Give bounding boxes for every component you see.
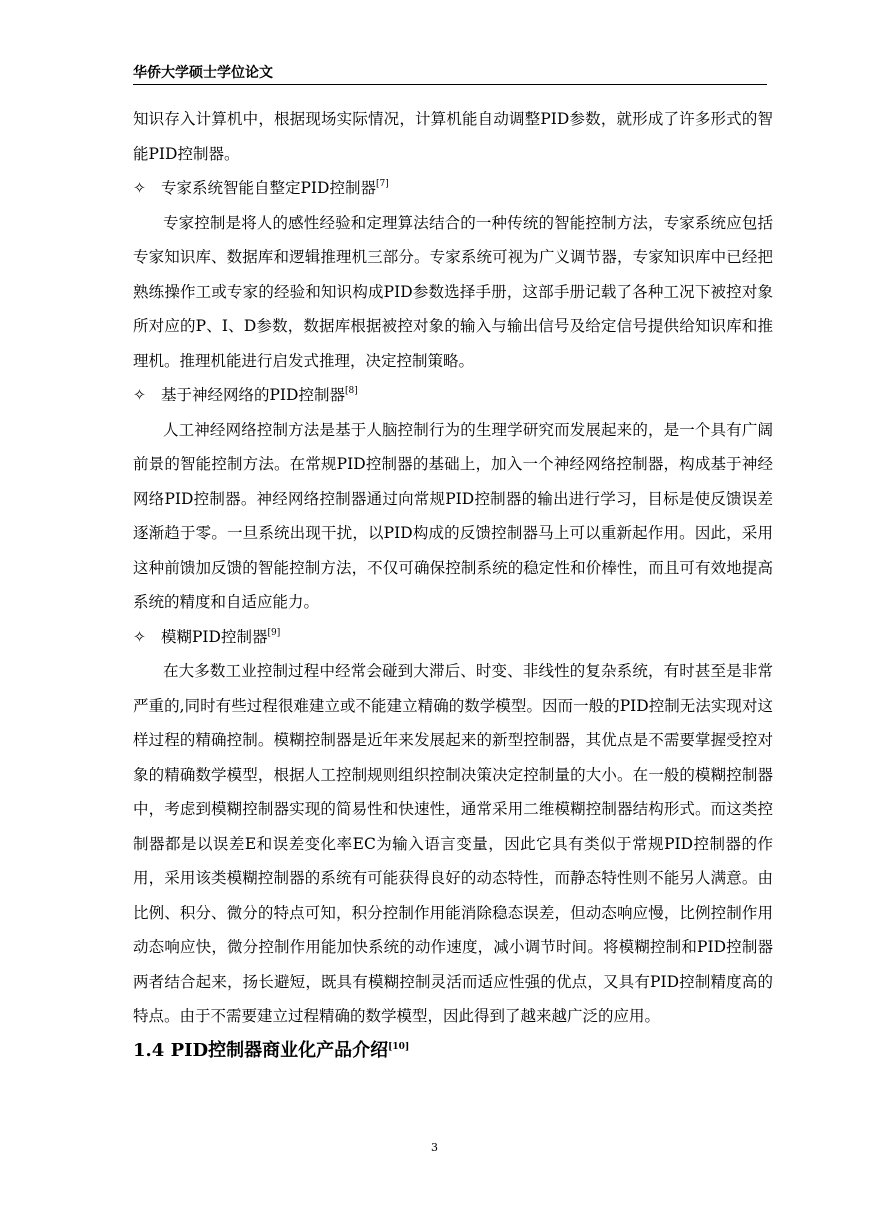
bullet-title: 专家系统智能自整定PID控制器 (161, 179, 376, 197)
diamond-bullet-icon: ✧ (133, 179, 146, 197)
bullet-title: 基于神经网络的PID控制器 (161, 386, 345, 404)
bullet-heading-expert (133, 171, 773, 206)
running-header: 华侨大学硕士学位论文 (133, 65, 273, 81)
bullet-heading-fuzzy (133, 620, 773, 655)
expert-system-paragraph: 专家控制是将人的感性经验和定理算法结合的一种传统的智能控制方法，专家系统应包括专家知识库、数据库和逻辑推理机三部分。专家系统可视为广义调节器，专家知识库中已经把熟练操作工或专家的经验和知识构成PID参数选择手册，这部手册记载了各种工况下被控对象所对应的P、I、D参数，数据库根据被控对象的输入与输出信号及给定信号提供给知识库和推理机。推理机能进行启发式推理，决定控制策略。 (133, 213, 773, 370)
page-body (133, 102, 773, 1068)
intro-paragraph: 知识存入计算机中，根据现场实际情况，计算机能自动调整PID参数，就形成了许多形式的智能PID控制器。 (133, 110, 773, 163)
bullet-title: 模糊PID控制器 (161, 627, 268, 646)
diamond-bullet-icon: ✧ (133, 627, 146, 646)
neural-network-paragraph: 人工神经网络控制方法是基于人脑控制行为的生理学研究而发展起来的，是一个具有广阔前景的智能控制方法。在常规PID控制器的基础上，加入一个神经网络控制器，构成基于神经网络PID控制器。神经网络控制器通过向常规PID控制器的输出进行学习，目标是使反馈误差逐渐趋于零。一旦系统出现干扰，以PID构成的反馈控制器马上可以重新起作用。因此，采用这种前馈加反馈的智能控制方法，不仅可确保控制系统的稳定性和价棒性，而且可有效地提高系统的精度和自适应能力。 (133, 420, 773, 611)
header-rule (133, 84, 767, 85)
citation-ref: [8] (344, 386, 358, 396)
diamond-bullet-icon: ✧ (133, 386, 146, 404)
bullet-heading-neural (133, 378, 773, 413)
citation-ref: [9] (267, 627, 281, 638)
page-number: 3 (431, 1141, 438, 1154)
section-heading (133, 1034, 773, 1068)
citation-ref: [7] (375, 179, 389, 189)
fuzzy-pid-paragraph: 在大多数工业控制过程中经常会碰到大滞后、时变、非线性的复杂系统，有时甚至是非常严重的,同时有些过程很难建立或不能建立精确的数学模型。因而一般的PID控制无法实现对这样过程的精确控制。模糊控制器是近年来发展起来的新型控制器，其优点是不需要掌握受控对象的精确数学模型，根据人工控制规则组织控制决策决定控制量的大小。在一般的模糊控制器中，考虑到模糊控制器实现的简易性和快速性，通常采用二维模糊控制器结构形式。而这类控制器都是以误差E和误差变化率EC为输入语言变量，因此它具有类似于常规PID控制器的作用，采用该类模糊控制器的系统有可能获得良好的动态特性，而静态特性则不能另人满意。由比例、积分、微分的特点可知，积分控制作用能消除稳态误差，但动态响应慢，比例控制作用动态响应快，微分控制作用能加快系统的动作速度，减小调节时间。将模糊控制和PID控制器两者结合起来，扬长避短，既具有模糊控制灵活而适应性强的优点，又具有PID控制精度高的特点。由于不需要建立过程精确的数学模型，因此得到了越来越广泛的应用。 (133, 662, 773, 1025)
citation-ref: [10] (388, 1041, 410, 1052)
section-title: 1.4 PID控制器商业化产品介绍 (133, 1039, 389, 1061)
